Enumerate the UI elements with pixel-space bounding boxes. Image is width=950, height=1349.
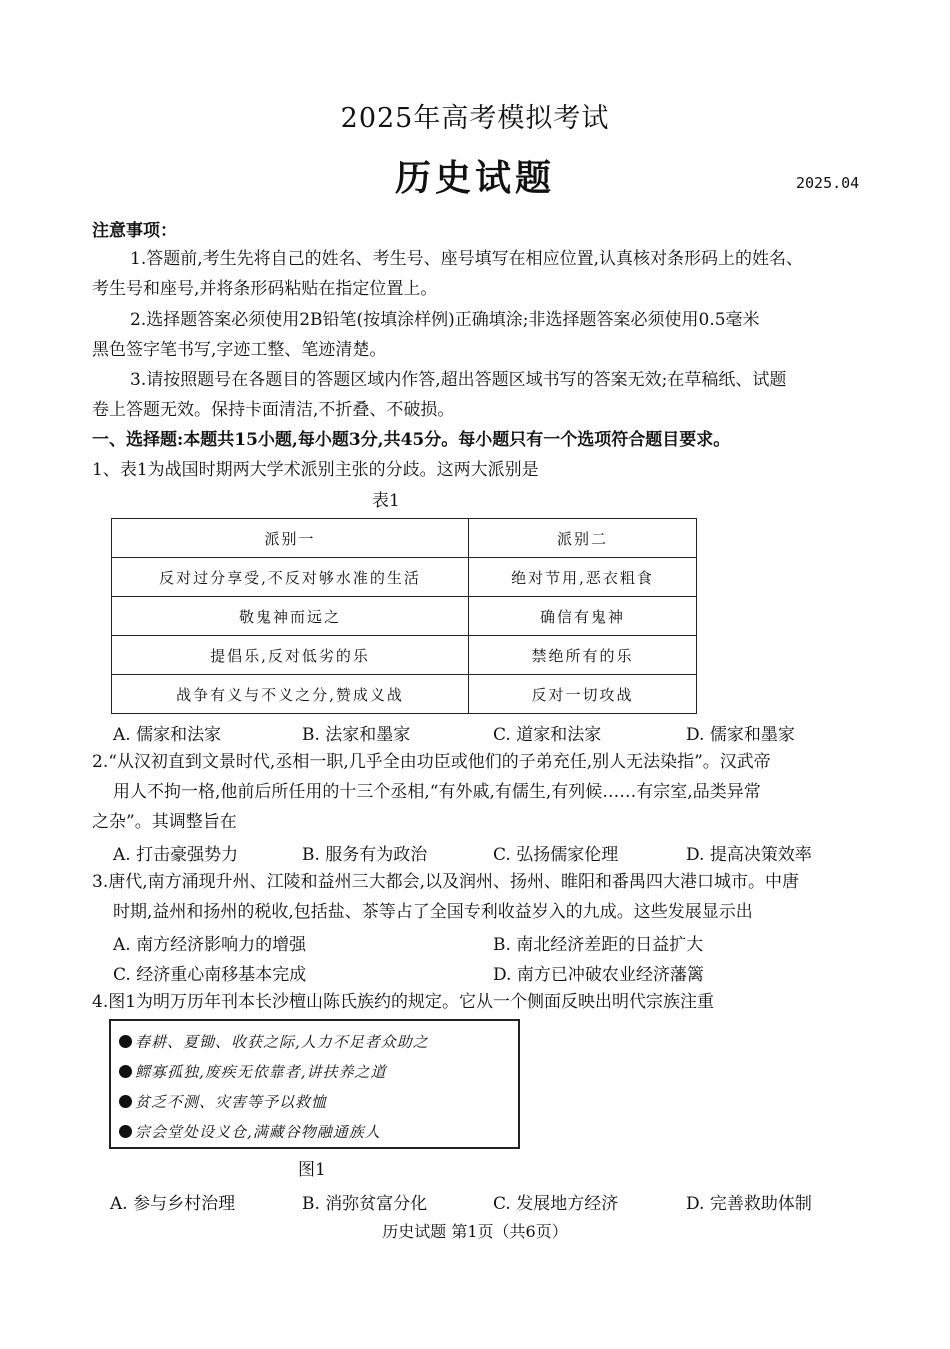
- note-1-line-2: 考生号和座号,并将条形码粘贴在指定位置上。: [92, 279, 438, 299]
- figure-item: [119, 1117, 518, 1147]
- q4-option-b[interactable]: B. 消弥贫富分化: [302, 1194, 428, 1214]
- bullet-icon: [119, 1035, 132, 1048]
- bullet-icon: [119, 1065, 132, 1078]
- q2-option-b[interactable]: B. 服务有为政治: [302, 845, 428, 865]
- figure-item-text: 鳏寡孤独,废疾无依靠者,讲扶养之道: [135, 1063, 387, 1081]
- q2-line-1: 2.“从汉初直到文景时代,丞相一职,几乎全由功臣或他们的子弟充任,别人无法染指”。汉武帝: [92, 752, 771, 772]
- figure-item-text: 宗会堂处设义仓,满藏谷物融通族人: [135, 1123, 381, 1141]
- table-cell: 反对过分享受,不反对够水准的生活: [112, 558, 469, 597]
- q1-stem: 1、表1为战国时期两大学术派别主张的分歧。这两大派别是: [92, 460, 539, 480]
- notes-title: 注意事项：: [92, 221, 177, 241]
- note-1-line-1: 1.答题前,考生先将自己的姓名、考生号、座号填写在相应位置,认真核对条形码上的姓名、: [130, 249, 804, 269]
- q4-option-d[interactable]: D. 完善救助体制: [686, 1194, 812, 1214]
- q3-option-c[interactable]: C. 经济重心南移基本完成: [113, 965, 307, 985]
- q1-option-b[interactable]: B. 法家和墨家: [302, 725, 411, 745]
- subject-title: 历史试题: [394, 157, 555, 199]
- table-row: [112, 597, 697, 636]
- figure-item-text: 贫乏不测、灾害等予以救恤: [135, 1093, 328, 1111]
- note-2-line-1: 2.选择题答案必须使用2B铅笔(按填涂样例)正确填涂;非选择题答案必须使用0.5毫米: [130, 310, 760, 330]
- q1-table-caption: 表1: [372, 491, 400, 511]
- table-cell: 敬鬼神而远之: [112, 597, 469, 636]
- exam-date: 2025.04: [796, 174, 860, 192]
- table-row: [112, 636, 697, 675]
- q4-stem: 4.图1为明万历年刊本长沙檀山陈氏族约的规定。它从一个侧面反映出明代宗族注重: [92, 992, 715, 1012]
- section-heading: 一、选择题:本题共15小题,每小题3分,共45分。每小题只有一个选项符合题目要求。: [92, 430, 731, 450]
- table-cell: 提倡乐,反对低劣的乐: [112, 636, 469, 675]
- table-cell: 反对一切攻战: [469, 675, 697, 714]
- table-row: [112, 558, 697, 597]
- table-row: [112, 675, 697, 714]
- figure-item: [119, 1027, 518, 1057]
- q3-option-d[interactable]: D. 南方已冲破农业经济藩篱: [493, 965, 704, 985]
- q4-option-c[interactable]: C. 发展地方经济: [493, 1194, 619, 1214]
- exam-name: 2025年高考模拟考试: [340, 103, 610, 134]
- table-cell: 确信有鬼神: [469, 597, 697, 636]
- note-3-line-1: 3.请按照题号在各题目的答题区域内作答,超出答题区域书写的答案无效;在草稿纸、试题: [130, 370, 787, 390]
- q1-table: [111, 518, 697, 714]
- figure-item-text: 春耕、夏锄、收获之际,人力不足者众助之: [135, 1033, 429, 1051]
- q2-option-c[interactable]: C. 弘扬儒家伦理: [493, 845, 619, 865]
- q1-option-a[interactable]: A. 儒家和法家: [113, 725, 222, 745]
- q1-option-d[interactable]: D. 儒家和墨家: [686, 725, 795, 745]
- q4-figure-caption: 图1: [298, 1160, 326, 1180]
- q2-line-3: 之杂”。其调整旨在: [92, 812, 237, 832]
- q3-option-a[interactable]: A. 南方经济影响力的增强: [113, 935, 307, 955]
- table-header-row: [112, 519, 697, 558]
- table-cell: 战争有义与不义之分,赞成义战: [112, 675, 469, 714]
- q1-option-c[interactable]: C. 道家和法家: [493, 725, 602, 745]
- q2-option-d[interactable]: D. 提高决策效率: [686, 845, 812, 865]
- table-header-cell: 派别一: [112, 519, 469, 558]
- bullet-icon: [119, 1095, 132, 1108]
- note-2-line-2: 黑色签字笔书写,字迹工整、笔迹清楚。: [92, 340, 387, 360]
- q3-line-1: 3.唐代,南方涌现升州、江陵和益州三大都会,以及润州、扬州、睢阳和番禺四大港口城市。中唐: [92, 872, 800, 892]
- q4-option-a[interactable]: A. 参与乡村治理: [110, 1194, 236, 1214]
- figure-item: [119, 1087, 518, 1117]
- note-3-line-2: 卷上答题无效。保持卡面清洁,不折叠、不破损。: [92, 400, 455, 420]
- q4-figure: [109, 1019, 520, 1149]
- page-footer: 历史试题 第1页（共6页）: [382, 1222, 568, 1241]
- table-cell: 绝对节用,恶衣粗食: [469, 558, 697, 597]
- table-cell: 禁绝所有的乐: [469, 636, 697, 675]
- q3-option-b[interactable]: B. 南北经济差距的日益扩大: [493, 935, 704, 955]
- q2-option-a[interactable]: A. 打击豪强势力: [113, 845, 239, 865]
- bullet-icon: [119, 1125, 132, 1138]
- q2-line-2: 用人不拘一格,他前后所任用的十三个丞相,“有外戚,有儒生,有列候……有宗室,品类异常: [113, 782, 761, 802]
- table-header-cell: 派别二: [469, 519, 697, 558]
- q3-line-2: 时期,益州和扬州的税收,包括盐、茶等占了全国专利收益岁入的九成。这些发展显示出: [113, 902, 753, 922]
- figure-item: [119, 1057, 518, 1087]
